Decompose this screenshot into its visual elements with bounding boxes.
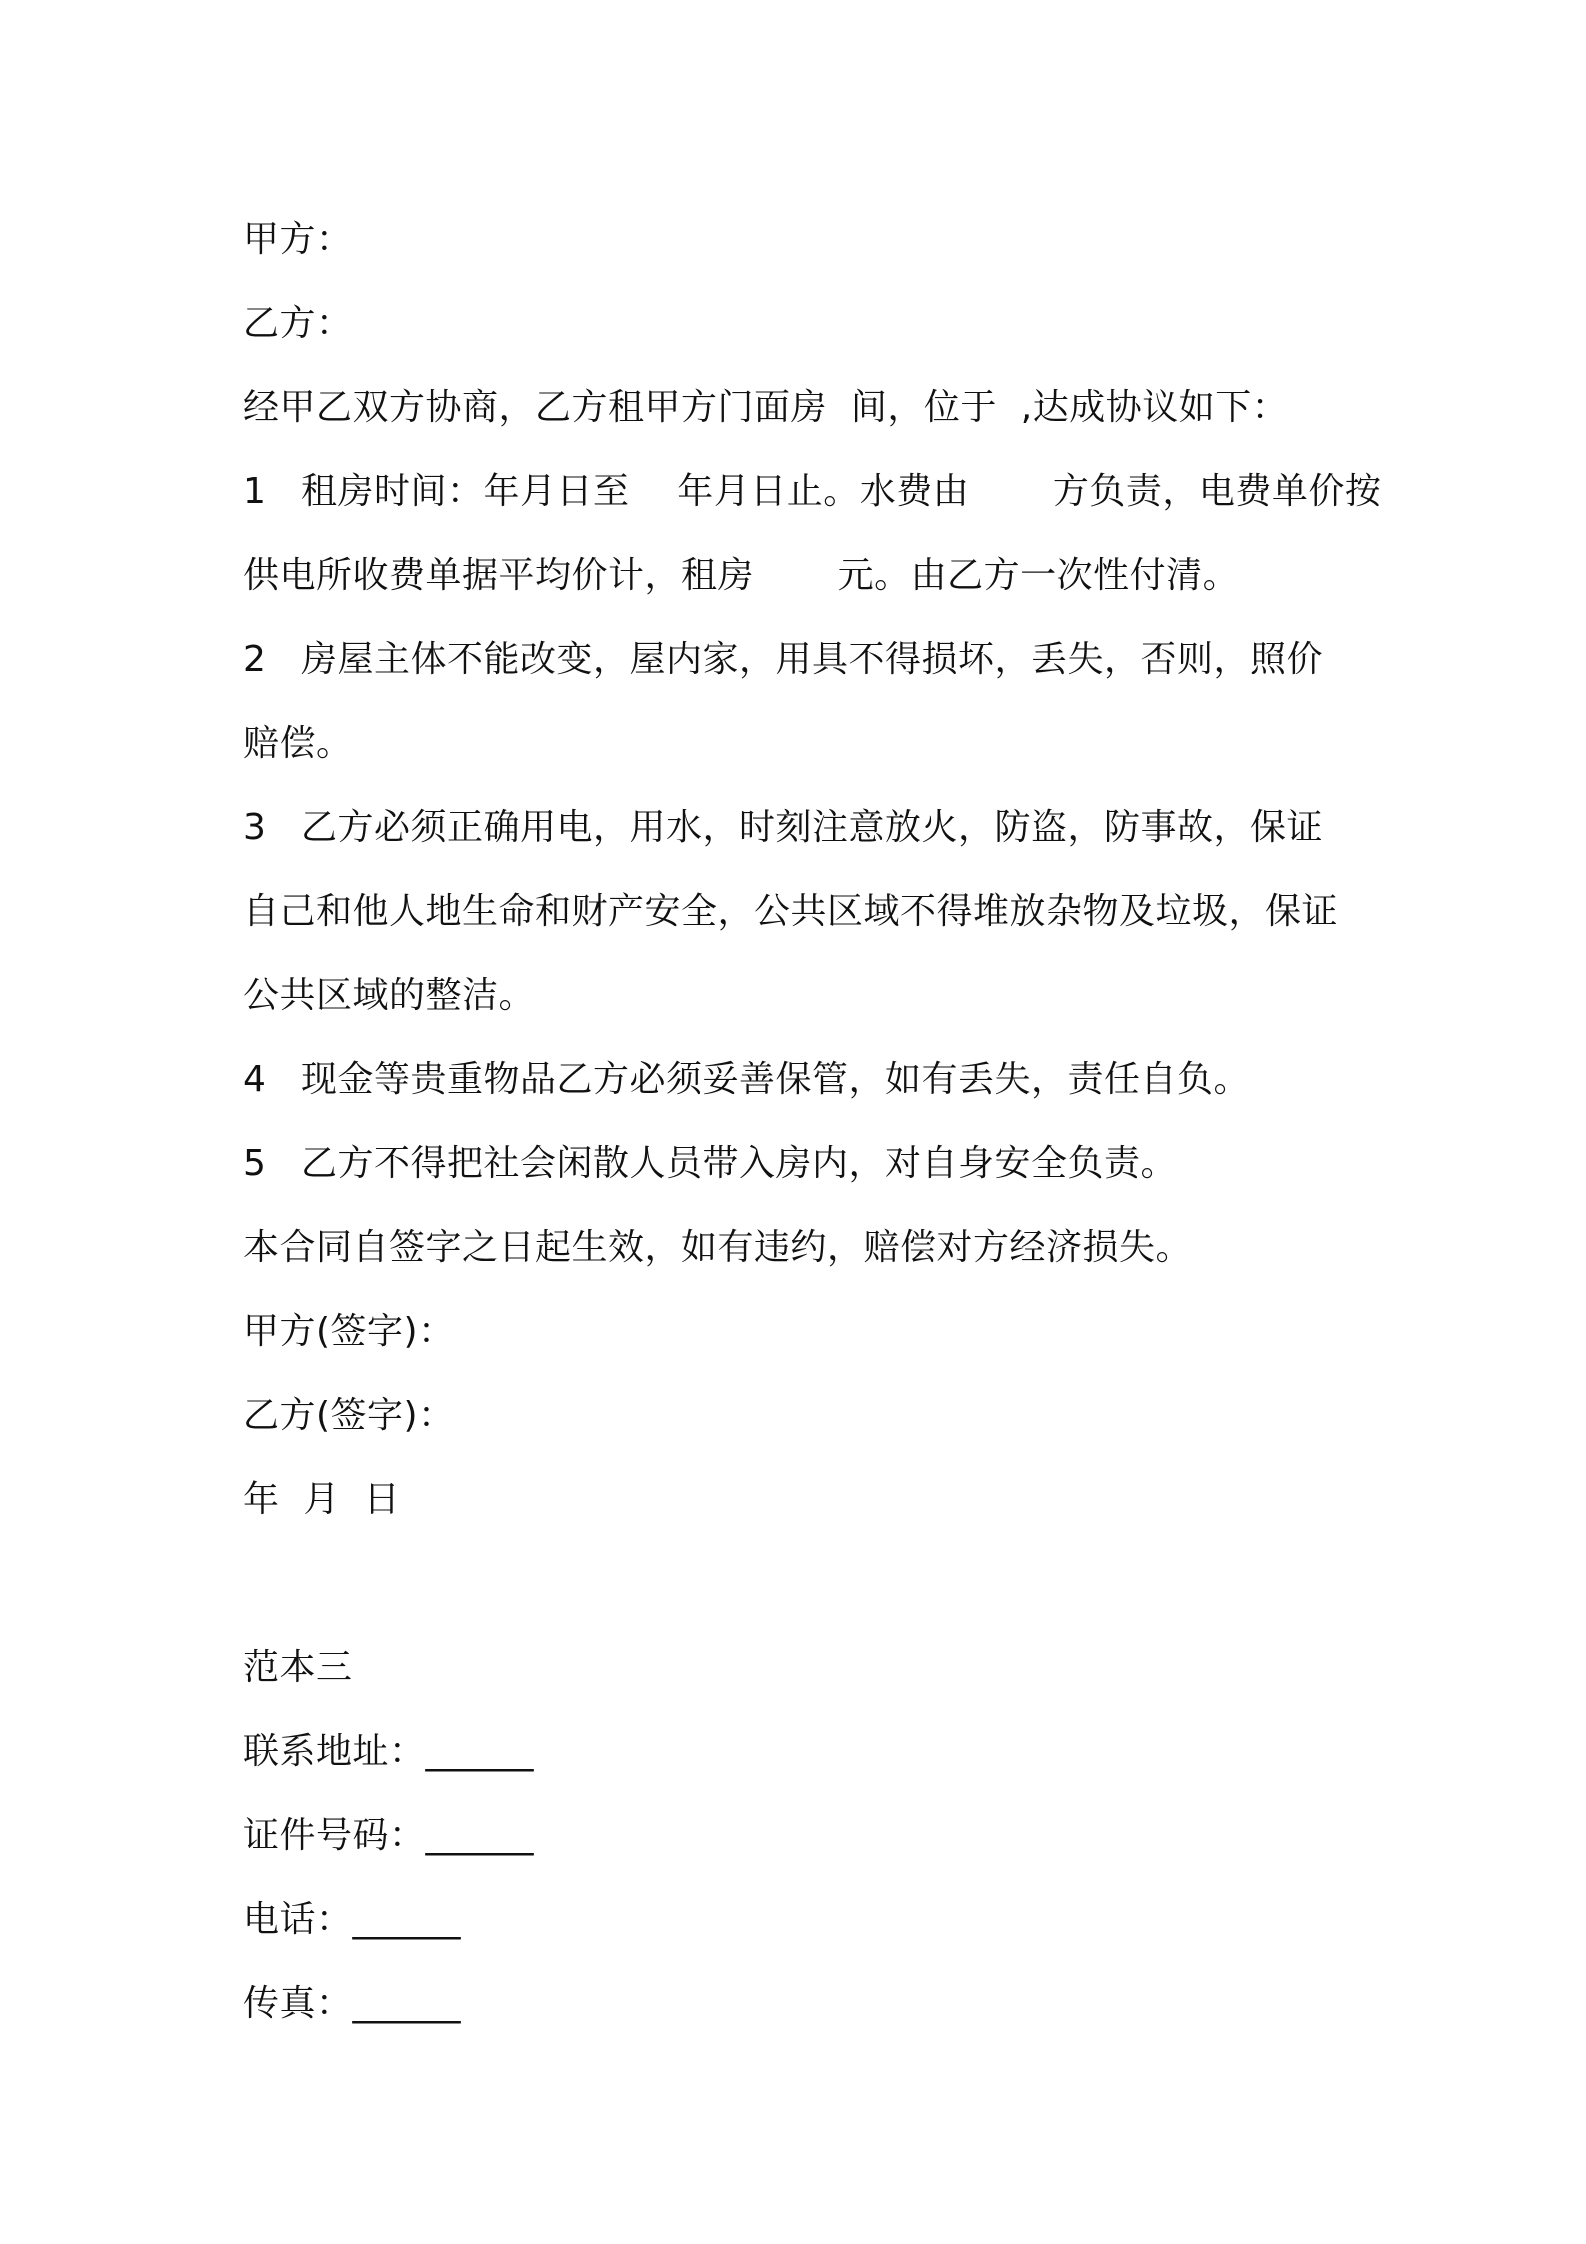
- effective-clause: 本合同自签字之日起生效，如有违约，赔偿对方经济损失。: [243, 1227, 1193, 1268]
- clause-5-line-1: [243, 1122, 1363, 1206]
- fill-in-blank: ______: [352, 1899, 461, 1940]
- field-fax: [243, 1962, 1363, 2046]
- clause-number: 1: [243, 471, 267, 512]
- clause-3-line-1: [243, 786, 1363, 870]
- clause-3-line-3: 公共区域的整洁。: [243, 975, 536, 1016]
- clause-text: 乙方不得把社会闲散人员带入房内，对自身安全负责。: [301, 1143, 1178, 1184]
- section-title: 范本三: [243, 1647, 353, 1688]
- party-a-line: 甲方：: [243, 219, 353, 260]
- clause-1-line-1: [243, 450, 1382, 534]
- clause-text: 房屋主体不能改变，屋内家，用具不得损坏，丢失，否则，照价: [301, 639, 1324, 680]
- clause-2-line-2: 赔偿。: [243, 723, 353, 764]
- document-body: [243, 198, 1382, 2046]
- field-label: 电话：: [243, 1899, 353, 1940]
- clause-number: 3: [243, 807, 267, 848]
- intro-paragraph: 经甲乙双方协商，乙方租甲方门面房 间，位于 ,达成协议如下：: [243, 387, 1289, 428]
- signature-party-a: 甲方(签字)：: [243, 1311, 455, 1352]
- field-label: 联系地址：: [243, 1731, 426, 1772]
- field-contact-address: [243, 1710, 1363, 1794]
- clause-number: 4: [243, 1059, 267, 1100]
- fill-in-blank: ______: [352, 1983, 461, 2024]
- field-label: 证件号码：: [243, 1815, 426, 1856]
- clause-3-line-2: 自己和他人地生命和财产安全，公共区域不得堆放杂物及垃圾，保证: [243, 891, 1339, 932]
- section-spacer: [243, 1542, 1363, 1626]
- clause-2-line-1: [243, 618, 1363, 702]
- party-b-line: 乙方：: [243, 303, 353, 344]
- field-phone: [243, 1878, 1363, 1962]
- clause-text: 租房时间：年月日至 年月日止。水费由 方负责，电费单价按: [301, 471, 1382, 512]
- field-label: 传真：: [243, 1983, 353, 2024]
- fill-in-blank: ______: [425, 1815, 534, 1856]
- signature-party-b: 乙方(签字)：: [243, 1395, 455, 1436]
- clause-number: 2: [243, 639, 267, 680]
- field-id-number: [243, 1794, 1363, 1878]
- signature-date: 年 月 日: [243, 1479, 401, 1520]
- fill-in-blank: ______: [425, 1731, 534, 1772]
- clause-text: 现金等贵重物品乙方必须妥善保管，如有丢失，责任自负。: [301, 1059, 1251, 1100]
- clause-text: 乙方必须正确用电，用水，时刻注意放火，防盗，防事故，保证: [301, 807, 1324, 848]
- clause-4-line-1: [243, 1038, 1363, 1122]
- clause-number: 5: [243, 1143, 267, 1184]
- clause-1-line-2: 供电所收费单据平均价计，租房 元。由乙方一次性付清。: [243, 555, 1240, 596]
